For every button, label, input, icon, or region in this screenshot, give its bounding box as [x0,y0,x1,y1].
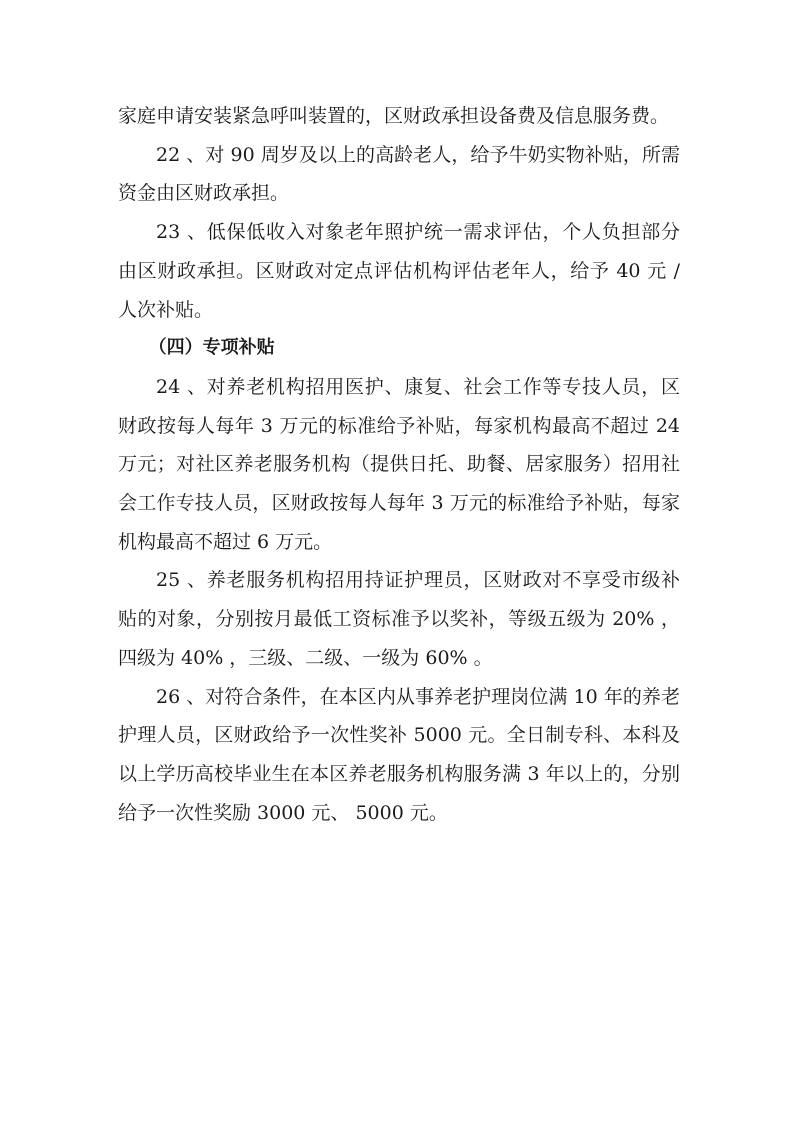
paragraph-item-22: 22 、对 90 周岁及以上的高龄老人，给予牛奶实物补贴，所需资金由区财政承担。 [118,143,680,205]
paragraph-item-23: 23 、低保低收入对象老年照护统一需求评估，个人负担部分由区财政承担。区财政对定点评估机构评估老年人，给予 40 元 / 人次补贴。 [118,221,680,321]
paragraph-item-24: 24 、对养老机构招用医护、康复、社会工作等专技人员，区财政按每人每年 3 万元的标准给予补贴，每家机构最高不超过 24 万元；对社区养老服务机构（提供日托、助餐、居家服务）招用社会工作专技人员，区财政按每人每年 3 万元的标准给予补贴，每家机构最高不超过 6 万元。 [118,375,680,553]
paragraph-item-25: 25 、养老服务机构招用持证护理员，区财政对不享受市级补贴的对象，分别按月最低工资标准予以奖补，等级五级为 20% ，四级为 40% ，三级、二级、一级为 60% 。 [118,569,680,669]
paragraph-item-26: 26 、对符合条件，在本区内从事养老护理岗位满 10 年的养老护理人员，区财政给予一次性奖补 5000 元。全日制专科、本科及以上学历高校毕业生在本区养老服务机构服务满 3 年以上的，分别给予一次性奖励 3000 元、 5000 元。 [118,685,680,824]
section-heading-special-subsidy: （四）专项补贴 [148,337,275,359]
paragraph-continuation: 家庭申请安装紧急呼叫装置的，区财政承担设备费及信息服务费。 [118,105,670,127]
document-body [118,97,680,832]
